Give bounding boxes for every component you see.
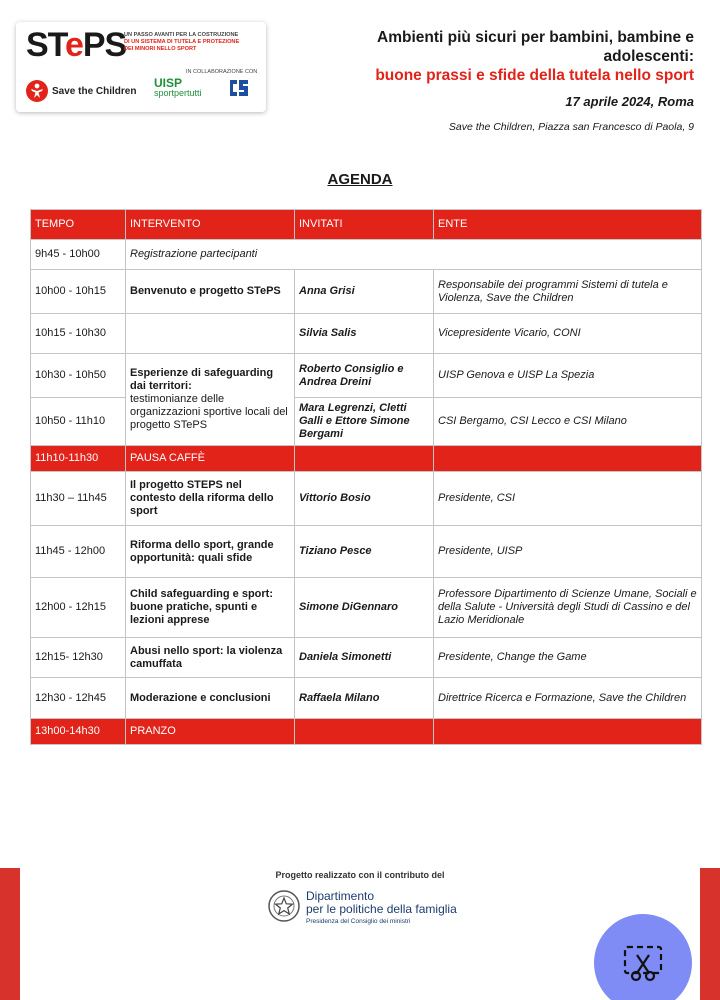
uisp-logo: UISP sportpertutti xyxy=(154,76,202,98)
cell-ente: Direttrice Ricerca e Formazione, Save the Children xyxy=(434,678,702,719)
cell-intervento xyxy=(126,354,295,446)
csi-logo-icon xyxy=(227,76,251,100)
cell-invitati: Mara Legrenzi, Cletti Galli e Ettore Simone Bergami xyxy=(295,398,434,446)
footer-caption: Progetto realizzato con il contributo del xyxy=(275,870,445,880)
table-row xyxy=(31,354,702,398)
header-time: TEMPO xyxy=(31,210,126,240)
steps-logo: STePS xyxy=(26,26,127,64)
cell-registration: Registrazione partecipanti xyxy=(126,240,702,270)
table-row xyxy=(31,472,702,526)
table-header-row xyxy=(31,210,702,240)
save-the-children-name: Save the Children xyxy=(52,85,137,97)
cell-intervento: Abusi nello sport: la violenza camuffata xyxy=(126,638,295,678)
screenshot-scissors-icon xyxy=(621,941,665,985)
event-title-block xyxy=(334,28,694,133)
cell-intervento: Benvenuto e progetto STePS xyxy=(126,270,295,314)
italian-republic-emblem-icon xyxy=(266,888,302,924)
cell-time: 11h30 – 11h45 xyxy=(31,472,126,526)
header-ente: ENTE xyxy=(434,210,702,240)
cell-ente: Professore Dipartimento di Scienze Umane, Sociali e della Salute - Università degli Studi di Cassino e del Lazio Meridionale xyxy=(434,578,702,638)
cell-time: 12h00 - 12h15 xyxy=(31,578,126,638)
cell-time: 10h00 - 10h15 xyxy=(31,270,126,314)
cell-intervento: Il progetto STEPS nel contesto della riforma dello sport xyxy=(126,472,295,526)
break-label: PAUSA CAFFÈ xyxy=(126,446,295,472)
table-row xyxy=(31,578,702,638)
table-row xyxy=(31,240,702,270)
cell-time: 10h50 - 11h10 xyxy=(31,398,126,446)
save-the-children-figure-icon xyxy=(26,80,48,102)
cell-time: 9h45 - 10h00 xyxy=(31,240,126,270)
cell-intervento xyxy=(126,314,295,354)
cell-invitati: Simone DiGennaro xyxy=(295,578,434,638)
agenda-title: AGENDA xyxy=(327,171,393,188)
cell-empty xyxy=(434,719,702,745)
steps-tagline: UN PASSO AVANTI PER LA COSTRUZIONE DI UN SISTEMA DI TUTELA E PROTEZIONE DEI MINORI NELLO SPORT xyxy=(124,32,240,52)
cell-time: 13h00-14h30 xyxy=(31,719,126,745)
table-row xyxy=(31,638,702,678)
break-label: PRANZO xyxy=(126,719,295,745)
department-subtitle: Presidenza del Consiglio dei ministri xyxy=(306,918,411,925)
cell-empty xyxy=(434,446,702,472)
collab-label: IN COLLABORAZIONE CON xyxy=(186,69,258,75)
table-row xyxy=(31,526,702,578)
cell-ente: Vicepresidente Vicario, CONI xyxy=(434,314,702,354)
cell-time: 12h30 - 12h45 xyxy=(31,678,126,719)
agenda-table xyxy=(30,209,702,745)
cell-ente: Presidente, UISP xyxy=(434,526,702,578)
department-name: Dipartimento per le politiche della famiglia xyxy=(306,889,457,916)
event-subtitle: buone prassi e sfide della tutela nello sport xyxy=(375,67,694,84)
cell-time: 11h45 - 12h00 xyxy=(31,526,126,578)
cell-empty xyxy=(295,719,434,745)
cell-time: 12h15- 12h30 xyxy=(31,638,126,678)
event-place: Save the Children, Piazza san Francesco di Paola, 9 xyxy=(448,121,694,133)
header-invitati: INVITATI xyxy=(295,210,434,240)
cell-intervento: Riforma dello sport, grande opportunità: quali sfide xyxy=(126,526,295,578)
save-the-children-logo xyxy=(26,80,136,102)
table-row xyxy=(31,314,702,354)
break-row xyxy=(31,719,702,745)
cell-invitati: Anna Grisi xyxy=(295,270,434,314)
cell-invitati: Raffaela Milano xyxy=(295,678,434,719)
cell-ente: Presidente, CSI xyxy=(434,472,702,526)
cell-ente: Presidente, Change the Game xyxy=(434,638,702,678)
cell-invitati: Tiziano Pesce xyxy=(295,526,434,578)
cell-time: 10h15 - 10h30 xyxy=(31,314,126,354)
cell-invitati: Vittorio Bosio xyxy=(295,472,434,526)
cell-time: 11h10-11h30 xyxy=(31,446,126,472)
header-intervento: INTERVENTO xyxy=(126,210,295,240)
cell-invitati: Silvia Salis xyxy=(295,314,434,354)
cell-ente: UISP Genova e UISP La Spezia xyxy=(434,354,702,398)
table-row xyxy=(31,270,702,314)
intervento-bold: Esperienze di safeguarding dai territori: xyxy=(130,367,274,392)
table-row xyxy=(31,678,702,719)
break-row xyxy=(31,446,702,472)
event-title: Ambienti più sicuri per bambini, bambine e adolescenti: xyxy=(377,29,694,65)
cell-time: 10h30 - 10h50 xyxy=(31,354,126,398)
cell-intervento: Moderazione e conclusioni xyxy=(126,678,295,719)
cell-intervento: Child safeguarding e sport: buone pratiche, spunti e lezioni apprese xyxy=(126,578,295,638)
intervento-plain: testimonianze delle organizzazioni sportive locali del progetto STePS xyxy=(130,393,288,431)
cell-ente: CSI Bergamo, CSI Lecco e CSI Milano xyxy=(434,398,702,446)
cell-empty xyxy=(295,446,434,472)
cell-ente: Responsabile dei programmi Sistemi di tutela e Violenza, Save the Children xyxy=(434,270,702,314)
cell-invitati: Daniela Simonetti xyxy=(295,638,434,678)
cell-invitati: Roberto Consiglio e Andrea Dreini xyxy=(295,354,434,398)
event-date: 17 aprile 2024, Roma xyxy=(565,94,694,109)
